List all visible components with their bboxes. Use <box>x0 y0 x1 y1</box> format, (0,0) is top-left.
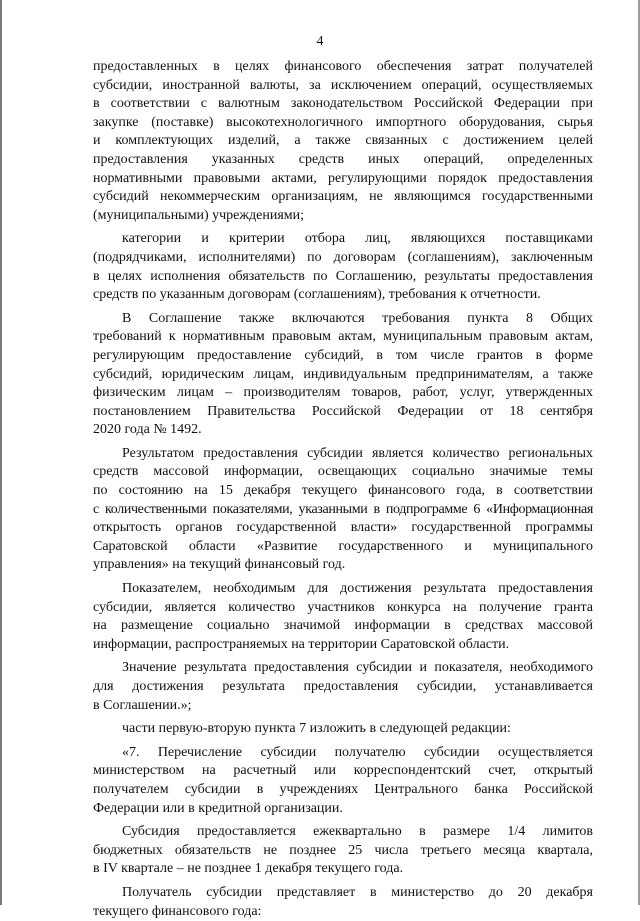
text-line: В Соглашение также включаются требования пункта 8 Общих <box>122 310 593 326</box>
text-line: Показателем, необходимым для достижения результата предоставления <box>122 581 593 597</box>
paragraph-indicator <box>93 580 593 654</box>
paragraph-quarterly-payment <box>93 823 593 879</box>
paragraph-result-value <box>93 659 593 715</box>
text-line: Саратовской области «Развитие государственного и муниципального <box>93 538 593 554</box>
text-line: Получатель субсидии представляет в министерство до 20 декабря <box>122 884 593 900</box>
text-line: 2020 года № 1492. <box>93 422 202 438</box>
text-line: бюджетных обязательств не позднее 25 числа третьего месяца квартала, <box>93 842 593 858</box>
text-line: субсидии, является количество участников конкурса на получение гранта <box>93 599 593 615</box>
paragraph-subsidy-result <box>93 445 593 575</box>
text-line: информации, распространяемых на территории Саратовской области. <box>93 636 510 652</box>
text-line: Результатом предоставления субсидии является количество региональных <box>122 445 593 461</box>
text-line: предоставленных в целях финансового обеспечения затрат получателей <box>93 59 593 74</box>
paragraph-amendment-intro <box>93 720 593 739</box>
text-line: средств по указанным договорам (соглашениям), требования к отчетности. <box>93 287 541 303</box>
text-line: категории и критерии отбора лиц, являющихся поставщиками <box>122 231 593 247</box>
body-text <box>93 58 593 921</box>
text-line: регулирующим предоставление субсидий, в том числе грантов в форме <box>93 347 593 363</box>
text-line: части первую-вторую пункта 7 изложить в следующей редакции: <box>122 721 511 737</box>
text-line: с количественными показателями, указанными в подпрограмме 6 «Информационная <box>93 501 593 517</box>
paragraph-agreement-requirements <box>93 310 593 440</box>
text-line: предоставления указанных средств иных операций, определенных <box>93 151 593 167</box>
text-line: в соответствии с валютным законодательством Российской Федерации при <box>93 96 593 112</box>
text-line: субсидий некоммерческим организациям, не являющимся государственными <box>93 189 593 205</box>
paragraph-reporting-deadline <box>93 884 593 921</box>
text-line: и комплектующих изделий, а также связанных с достижением целей <box>93 133 593 149</box>
text-line: для достижения результата предоставления субсидии, устанавливается <box>93 679 593 694</box>
text-line: физическим лицам – производителям товаров, работ, услуг, утвержденных <box>93 385 593 401</box>
text-line: в целях исполнения обязательств по Соглашению, результаты предоставления <box>93 268 593 284</box>
text-line: нормативными правовыми актами, регулирующими порядок предоставления <box>93 170 593 186</box>
scan-edge-left <box>0 0 2 905</box>
text-line: текущего финансового года: <box>93 903 262 919</box>
text-line: «7. Перечисление субсидии получателю субсидии осуществляется <box>122 744 593 760</box>
text-line: субсидии, иностранной валюты, за исключением операций, осуществляемых <box>93 77 593 93</box>
text-line: закупке (поставке) высокотехнологичного импортного оборудования, сырья <box>93 114 593 130</box>
text-line: субсидий, юридическим лицам, индивидуальным предпринимателям, а также <box>93 366 593 382</box>
text-line: в Соглашении.»; <box>93 697 192 713</box>
text-line: в IV квартале – не позднее 1 декабря текущего года. <box>93 861 404 877</box>
text-line: министерством на расчетный или корреспондентский счет, открытый <box>93 763 593 779</box>
paragraph-continuation <box>93 58 593 225</box>
text-line: Значение результата предоставления субсидии и показателя, необходимого <box>122 660 593 676</box>
text-line: по состоянию на 15 декабря текущего финансового года, в соответствии <box>93 483 593 499</box>
text-line: Субсидия предоставляется ежеквартально в размере 1/4 лимитов <box>122 824 593 840</box>
text-line: открытость органов государственной власти» государственной программы <box>93 520 593 536</box>
text-line: средств массовой информации, освещающих социально значимые темы <box>93 464 593 480</box>
text-line: управления» на текущий финансовый год. <box>93 557 346 573</box>
page-number: 4 <box>316 34 324 49</box>
text-line: требований к нормативным правовым актам, муниципальным правовым актам, <box>93 329 593 345</box>
paragraph-contractor-criteria <box>93 230 593 304</box>
text-line: получателем субсидии в учреждениях Центрального банка Российской <box>93 781 593 797</box>
text-line: (муниципальными) учреждениями; <box>93 207 305 223</box>
text-line: (подрядчиками, исполнителями) по договорам (соглашениям), заключенным <box>93 249 593 265</box>
paragraph-clause-7 <box>93 744 593 818</box>
text-line: Федерации или в кредитной организации. <box>93 800 343 816</box>
text-line: на размещение социально значимой информации в средствах массовой <box>93 618 593 634</box>
text-line: постановлением Правительства Российской Федерации от 18 сентября <box>93 403 593 419</box>
